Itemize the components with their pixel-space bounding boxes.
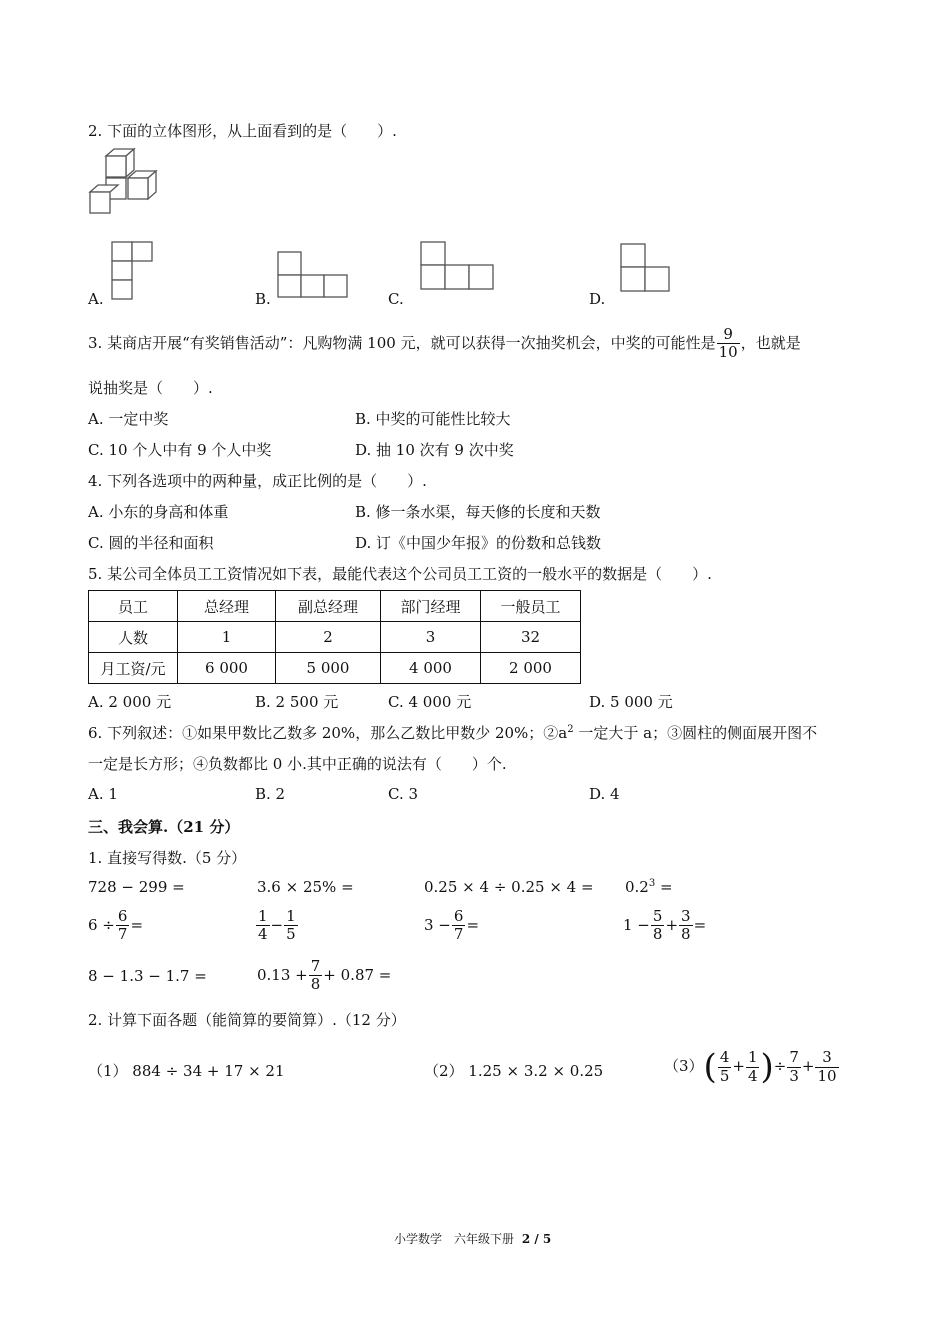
q3-stem bbox=[88, 326, 801, 362]
q6-line1-pre: 6. 下列叙述：①如果甲数比乙数多 20%，那么乙数比甲数少 20%；②a bbox=[88, 724, 568, 742]
calc1-expr-2: 3.6 × 25% = bbox=[257, 878, 354, 896]
e5-pre: 6 ÷ bbox=[88, 915, 115, 934]
table-cell: 2 000 bbox=[481, 653, 581, 684]
e4-equals: = bbox=[655, 878, 673, 896]
q4-option-b[interactable]: B. 修一条水渠，每天修的长度和天数 bbox=[355, 503, 601, 521]
q3-stem-line2: 说抽奖是（ ）. bbox=[88, 379, 213, 397]
table-cell: 员工 bbox=[89, 591, 178, 622]
calc1-expr-5 bbox=[88, 908, 143, 944]
q4-stem: 4. 下列各选项中的两种量，成正比例的是（ ）. bbox=[88, 472, 427, 490]
fraction: $\frac{3}{10}$ bbox=[817, 1048, 837, 1085]
page-footer bbox=[394, 1230, 551, 1247]
fraction: $\frac{6}{7}$ bbox=[117, 907, 128, 944]
calc1-expr-9: 8 − 1.3 − 1.7 = bbox=[88, 967, 207, 985]
calc1-expr-10 bbox=[257, 958, 391, 994]
e4-exponent: 3 bbox=[648, 878, 656, 889]
salary-table bbox=[88, 590, 581, 684]
q3-stem-post: ，也就是 bbox=[740, 333, 801, 352]
e7-pre: 3 − bbox=[424, 915, 451, 934]
q6-stem-line2: 一定是长方形；④负数都比 0 小.其中正确的说法有（ ）个. bbox=[88, 755, 507, 773]
calc1-expr-7 bbox=[424, 908, 479, 944]
q6-option-b[interactable]: B. 2 bbox=[255, 785, 286, 803]
q6-option-a[interactable]: A. 1 bbox=[88, 785, 118, 803]
fraction: $\frac{3}{8}$ bbox=[681, 907, 691, 944]
q2-option-d[interactable]: D. bbox=[589, 290, 606, 308]
q4-option-a[interactable]: A. 小东的身高和体重 bbox=[88, 503, 229, 521]
table-cell: 2 bbox=[276, 622, 381, 653]
calc1-expr-1: 728 − 299 = bbox=[88, 878, 185, 896]
q3-option-c[interactable]: C. 10 个人中有 9 个人中奖 bbox=[88, 441, 272, 459]
calc2-title: 2. 计算下面各题（能简算的要简算）.（12 分） bbox=[88, 1011, 406, 1029]
q5-option-d[interactable]: D. 5 000 元 bbox=[589, 693, 673, 711]
calc1-title: 1. 直接写得数.（5 分） bbox=[88, 849, 247, 867]
q6-line1-post: 一定大于 a；③圆柱的侧面展开图不 bbox=[573, 724, 818, 742]
q2-solid-figure bbox=[86, 146, 166, 220]
q5-option-a[interactable]: A. 2 000 元 bbox=[88, 693, 172, 711]
q2-option-c-figure bbox=[419, 240, 495, 292]
table-cell: 总经理 bbox=[178, 591, 276, 622]
q2-option-b[interactable]: B. bbox=[255, 290, 271, 308]
q2-stem: 2. 下面的立体图形，从上面看到的是（ ）. bbox=[88, 122, 397, 140]
q3-option-a[interactable]: A. 一定中奖 bbox=[88, 410, 169, 428]
table-cell: 副总经理 bbox=[276, 591, 381, 622]
calc1-expr-3: 0.25 × 4 ÷ 0.25 × 4 = bbox=[424, 878, 594, 896]
fraction: $\frac{6}{7}$ bbox=[453, 907, 464, 944]
p3-plus-2: + bbox=[801, 1057, 815, 1075]
e8-operator: + bbox=[665, 915, 679, 934]
q3-stem-pre: 3. 某商店开展“有奖销售活动”：凡购物满 100 元，就可以获得一次抽奖机会，中奖的可能性是 bbox=[88, 333, 716, 352]
p3-label: （3） bbox=[664, 1057, 704, 1075]
q6-option-c[interactable]: C. 3 bbox=[388, 785, 419, 803]
fraction: $\frac{5}{8}$ bbox=[652, 907, 663, 944]
fraction: $\frac{1}{5}$ bbox=[286, 907, 296, 944]
table-cell: 人数 bbox=[89, 622, 178, 653]
q2-option-a[interactable]: A. bbox=[88, 290, 104, 308]
table-cell: 3 bbox=[381, 622, 481, 653]
q5-option-c[interactable]: C. 4 000 元 bbox=[388, 693, 472, 711]
q2-option-c[interactable]: C. bbox=[388, 290, 404, 308]
calc1-expr-4 bbox=[625, 878, 673, 896]
q2-option-b-figure bbox=[276, 250, 350, 300]
right-paren: ) bbox=[760, 1047, 774, 1087]
fraction: $\frac{7}{3}$ bbox=[789, 1048, 799, 1085]
footer-subject: 小学数学 六年级下册 bbox=[394, 1232, 515, 1246]
p3-plus: + bbox=[732, 1057, 745, 1075]
table-row bbox=[89, 591, 581, 622]
fraction: $\frac{4}{5}$ bbox=[719, 1048, 730, 1085]
q3-option-b[interactable]: B. 中奖的可能性比较大 bbox=[355, 410, 511, 428]
q3-fraction: $\frac{9}{10}$ bbox=[718, 325, 738, 362]
e7-post: = bbox=[466, 915, 480, 934]
section-title: 三、我会算.（21 分） bbox=[88, 818, 240, 836]
table-cell: 1 bbox=[178, 622, 276, 653]
q4-option-c[interactable]: C. 圆的半径和面积 bbox=[88, 534, 214, 552]
q6-superscript: 2 bbox=[567, 724, 574, 735]
table-cell: 月工资/元 bbox=[89, 653, 178, 684]
q2-option-d-figure bbox=[619, 242, 671, 294]
q4-option-d[interactable]: D. 订《中国少年报》的份数和总钱数 bbox=[355, 534, 602, 552]
table-row bbox=[89, 653, 581, 684]
table-cell: 一般员工 bbox=[481, 591, 581, 622]
fraction: $\frac{1}{4}$ bbox=[747, 1048, 758, 1085]
e6-operator: − bbox=[270, 915, 284, 934]
q2-option-a-figure bbox=[110, 240, 154, 302]
q5-option-b[interactable]: B. 2 500 元 bbox=[255, 693, 339, 711]
calc1-expr-6 bbox=[255, 908, 299, 944]
calc2-problem-1: （1） 884 ÷ 34 + 17 × 21 bbox=[88, 1062, 285, 1080]
q5-stem: 5. 某公司全体员工工资情况如下表，最能代表这个公司员工工资的一般水平的数据是（ ）. bbox=[88, 565, 712, 583]
e8-pre: 1 − bbox=[623, 915, 650, 934]
e10-pre: 0.13 + bbox=[257, 965, 308, 984]
fraction: $\frac{1}{4}$ bbox=[258, 907, 268, 944]
q6-stem-line1 bbox=[88, 722, 817, 743]
e8-post: = bbox=[693, 915, 707, 934]
table-row bbox=[89, 622, 581, 653]
q6-option-d[interactable]: D. 4 bbox=[589, 785, 620, 803]
calc1-expr-8 bbox=[623, 908, 706, 944]
e5-post: = bbox=[130, 915, 144, 934]
e4-base: 0.2 bbox=[625, 878, 649, 896]
table-cell: 6 000 bbox=[178, 653, 276, 684]
table-cell: 5 000 bbox=[276, 653, 381, 684]
page-number: 2 / 5 bbox=[521, 1232, 552, 1246]
left-paren: ( bbox=[703, 1047, 717, 1087]
table-cell: 部门经理 bbox=[381, 591, 481, 622]
calc2-problem-3 bbox=[664, 1047, 840, 1087]
fraction: $\frac{7}{8}$ bbox=[310, 957, 321, 994]
p3-divide: ÷ bbox=[773, 1057, 787, 1075]
table-cell: 4 000 bbox=[381, 653, 481, 684]
calc2-problem-2: （2） 1.25 × 3.2 × 0.25 bbox=[424, 1062, 604, 1080]
e10-post: + 0.87 = bbox=[323, 965, 392, 984]
table-cell: 32 bbox=[481, 622, 581, 653]
q3-option-d[interactable]: D. 抽 10 次有 9 次中奖 bbox=[355, 441, 514, 459]
